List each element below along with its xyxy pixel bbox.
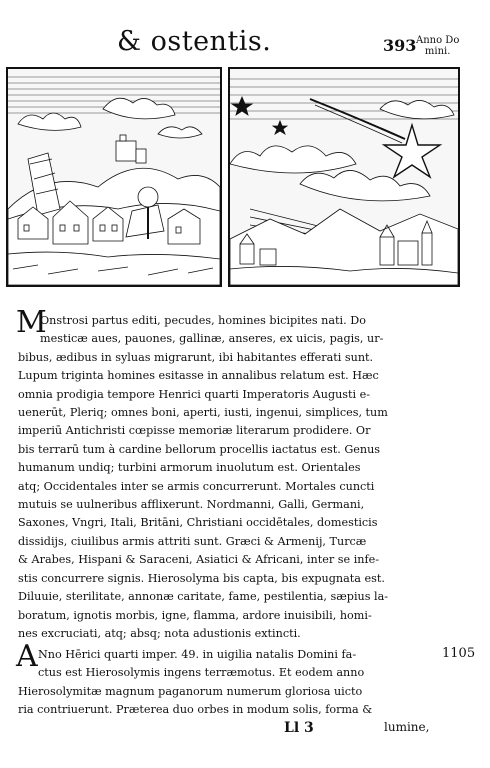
stars-and-clouds-illustration (230, 69, 458, 285)
text-line: Hierosolymitæ magnum paganorum numerum gloriosa uicto (18, 684, 363, 698)
text-line: bibus, ædibus in syluas migrarunt, ibi habitantes efferati sunt. (18, 350, 374, 364)
text-line: stis concurrere signis. Hierosolyma bis capta, bis expugnata est. (18, 571, 385, 585)
text-line: atq; Occidentales inter se armis concurrerunt. Mortales cuncti (18, 479, 375, 493)
body-paragraph-1 (16, 305, 416, 643)
text-line: boratum, ignotis morbis, igne, flamma, ardore inuisibili, homi- (18, 608, 372, 622)
margin-label-line-2: mini. (424, 46, 451, 57)
margin-year-1105: 1105 (442, 646, 476, 661)
text-line: mutuis se uulneribus afflixerunt. Nordmanni, Galli, Germani, (18, 498, 365, 512)
text-line: mesticæ aues, pauones, gallinæ, anseres, ex uicis, pagis, ur- (40, 332, 384, 346)
margin-year-label (416, 35, 459, 57)
page-number: 393 (383, 36, 417, 55)
town-collapse-illustration (8, 69, 220, 285)
dropcap-m: M (16, 305, 47, 340)
stars-and-clouds-woodcut (228, 67, 460, 287)
margin-label-line-1: Anno Do (416, 35, 460, 46)
page-header-title: & ostentis. (117, 26, 272, 57)
text-line: & Arabes, Hispani & Saraceni, Asiatici & Africani, inter se infe- (18, 553, 380, 567)
text-line: humanum undiq; turbini armorum inuolutum est. Orientales (18, 461, 361, 475)
text-line: omnia prodigia tempore Henrici quarti Imperatoris Augusti e- (18, 387, 371, 401)
text-line: nes excruciati, atq; absq; nota adustionis extincti. (18, 626, 301, 640)
text-line: Diluuie, sterilitate, annonæ caritate, fame, pestilentia, sæpius la- (18, 590, 389, 604)
text-line: Nno Hērici quarti imper. 49. in uigilia natalis Domini fa- (38, 648, 357, 661)
text-line: dissidijs, ciuilibus armis attriti sunt. Græci & Armenij, Turcæ (18, 534, 367, 548)
town-collapse-woodcut (6, 67, 222, 287)
text-line: imperiū Antichristi cœpisse memoriæ literarum prodidere. Or (18, 424, 371, 438)
body-paragraph-2 (16, 639, 416, 720)
signature-mark: Ll 3 (284, 720, 314, 736)
text-line: uenerūt, Pleriq; omnes boni, aperti, iusti, ingenui, simplices, tum (18, 406, 388, 420)
catchword: lumine, (384, 720, 430, 734)
text-line: Onstrosi partus editi, pecudes, homines bicipites nati. Do (40, 314, 366, 327)
text-line: Lupum triginta homines esitasse in annalibus relatum est. Hæc (18, 369, 379, 383)
text-line: bis terrarū tum à cardine bellorum procellis iactatus est. Genus (18, 442, 381, 456)
text-line: Saxones, Vngri, Itali, Britāni, Christiani occidētales, domesticis (18, 516, 378, 530)
text-line: ria contriuerunt. Præterea duo orbes in modum solis, forma & (18, 703, 373, 717)
dropcap-a: A (16, 639, 38, 674)
text-line: ctus est Hierosolymis ingens terræmotus. Et eodem anno (38, 666, 365, 680)
